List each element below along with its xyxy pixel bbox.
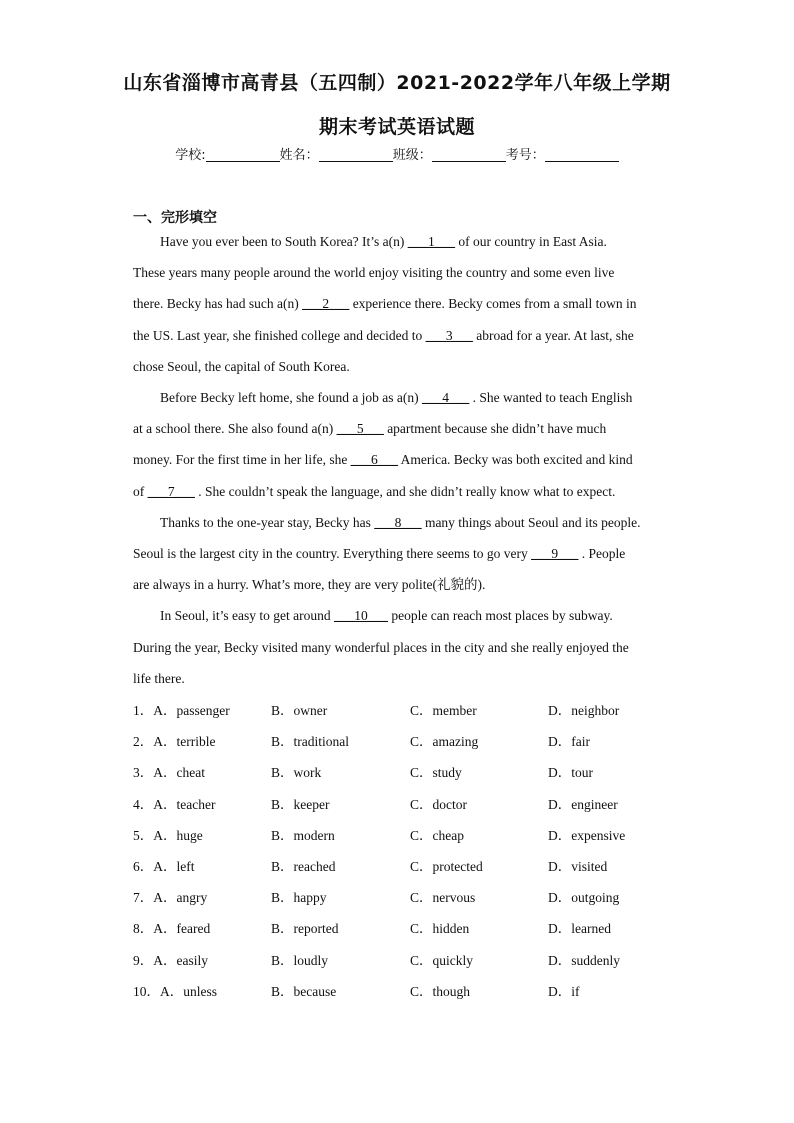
option-choice: C．cheap bbox=[410, 827, 464, 843]
option-choice: C．quickly bbox=[410, 952, 473, 968]
option-choice: B．traditional bbox=[271, 734, 349, 750]
passage-line bbox=[133, 382, 663, 413]
option-choice: 10．A．unless bbox=[133, 983, 217, 999]
passage-text: . She wanted to teach English bbox=[469, 390, 633, 406]
option-choice: D．outgoing bbox=[548, 890, 620, 906]
question-options-row bbox=[133, 882, 663, 913]
passage-line bbox=[133, 444, 663, 475]
option-choice: 8．A．feared bbox=[133, 921, 211, 937]
school-label: 学校: bbox=[175, 148, 206, 163]
option-choice: 4．A．teacher bbox=[133, 796, 216, 812]
question-options-row bbox=[133, 913, 663, 944]
school-blank[interactable] bbox=[206, 147, 280, 162]
passage-line bbox=[133, 663, 663, 694]
option-choice: D．learned bbox=[548, 921, 611, 937]
option-choice: C．doctor bbox=[410, 796, 467, 812]
answer-blank: ___6___ bbox=[350, 452, 398, 468]
question-options-row bbox=[133, 820, 663, 851]
passage-text: life there. bbox=[133, 670, 185, 686]
page-title-line-1: 山东省淄博市高青县（五四制）2021-2022学年八年级上学期 bbox=[123, 72, 671, 94]
passage-text: of our country in East Asia. bbox=[455, 234, 607, 249]
passage-text: Thanks to the one-year stay, Becky has bbox=[160, 514, 375, 530]
option-choice: 6．A．left bbox=[133, 858, 195, 874]
option-choice: D．suddenly bbox=[548, 952, 620, 968]
option-choice: D．engineer bbox=[548, 796, 618, 812]
passage-text: there. Becky has had such a(n) bbox=[133, 296, 303, 312]
passage-text: Seoul is the largest city in the country. Everything there seems to go very bbox=[133, 546, 532, 562]
number-label: 考号： bbox=[505, 148, 545, 163]
passage-text: are always in a hurry. What’s more, they are very polite(礼貌的). bbox=[133, 577, 486, 593]
option-choice: B．modern bbox=[271, 827, 335, 843]
page-title-line-2: 期末考试英语试题 bbox=[318, 116, 475, 138]
passage-text: . People bbox=[578, 546, 626, 562]
option-choice: D．expensive bbox=[548, 827, 626, 843]
option-choice: B．loudly bbox=[271, 952, 329, 968]
passage-text: people can reach most places by subway. bbox=[387, 608, 613, 624]
passage-line bbox=[133, 351, 663, 382]
answer-blank: ___3___ bbox=[425, 327, 473, 343]
option-choice: D．tour bbox=[548, 765, 593, 781]
options-list bbox=[133, 695, 663, 1007]
passage-text: experience there. Becky comes from a small town in bbox=[349, 296, 637, 312]
option-choice: B．happy bbox=[271, 890, 327, 906]
passage-text: During the year, Becky visited many wonderful places in the city and she really enjoyed the bbox=[133, 639, 629, 655]
question-options-row bbox=[133, 976, 663, 1007]
passage-line bbox=[133, 476, 663, 507]
passage-text: abroad for a year. At last, she bbox=[472, 327, 634, 343]
answer-blank: ___4___ bbox=[422, 390, 470, 406]
option-choice: 3．A．cheat bbox=[133, 765, 205, 781]
option-choice: 9．A．easily bbox=[133, 952, 208, 968]
name-blank[interactable] bbox=[319, 147, 393, 162]
passage-line bbox=[133, 569, 663, 600]
option-choice: D．visited bbox=[548, 858, 608, 874]
question-options-row bbox=[133, 945, 663, 976]
question-options-row bbox=[133, 851, 663, 882]
passage-line bbox=[133, 257, 663, 288]
passage-line bbox=[133, 288, 663, 319]
question-options-row bbox=[133, 789, 663, 820]
option-choice: 1．A．passenger bbox=[133, 703, 230, 718]
passage-text: apartment because she didn’t have much bbox=[383, 421, 607, 437]
answer-blank: ___9___ bbox=[531, 546, 579, 562]
answer-blank: ___1___ bbox=[407, 234, 456, 249]
option-choice: 7．A．angry bbox=[133, 890, 208, 906]
class-label: 班级： bbox=[392, 148, 432, 163]
passage-text: In Seoul, it’s easy to get around bbox=[160, 608, 334, 624]
option-choice: 2．A．terrible bbox=[133, 734, 216, 750]
option-choice: C．protected bbox=[410, 858, 483, 874]
question-options-row bbox=[133, 757, 663, 788]
option-choice: C．member bbox=[410, 703, 477, 718]
passage-text: chose Seoul, the capital of South Korea. bbox=[133, 358, 350, 374]
passage-text: at a school there. She also found a(n) bbox=[133, 421, 337, 437]
name-label: 姓名： bbox=[279, 148, 319, 163]
option-choice: B．owner bbox=[271, 703, 328, 718]
question-options-row bbox=[133, 726, 663, 757]
option-choice: C．amazing bbox=[410, 734, 479, 750]
option-choice: 5．A．huge bbox=[133, 827, 203, 843]
option-choice: B．reported bbox=[271, 921, 339, 937]
passage-text: many things about Seoul and its people. bbox=[421, 514, 641, 530]
passage-text: . She couldn’t speak the language, and she didn’t really know what to expect. bbox=[194, 483, 616, 499]
passage-text: money. For the first time in her life, she bbox=[133, 452, 351, 468]
option-choice: B．work bbox=[271, 765, 322, 781]
answer-blank: ___10___ bbox=[333, 608, 388, 624]
passage-line bbox=[133, 320, 663, 351]
question-options-row bbox=[133, 695, 663, 726]
passage-line bbox=[133, 538, 663, 569]
answer-blank: ___5___ bbox=[336, 421, 384, 437]
class-blank[interactable] bbox=[432, 147, 506, 162]
option-choice: D．fair bbox=[548, 734, 590, 750]
passage-text: America. Becky was both excited and kind bbox=[397, 452, 633, 468]
option-choice: B．reached bbox=[271, 858, 336, 874]
passage-text: These years many people around the world enjoy visiting the country and some even live bbox=[133, 265, 615, 281]
passage-line bbox=[133, 507, 663, 538]
number-blank[interactable] bbox=[545, 147, 619, 162]
passage-line bbox=[133, 413, 663, 444]
option-choice: C．study bbox=[410, 765, 462, 781]
passage-text: of bbox=[133, 483, 148, 499]
option-choice: C．hidden bbox=[410, 921, 470, 937]
option-choice: B．because bbox=[271, 983, 337, 999]
student-info-row bbox=[0, 144, 794, 163]
option-choice: C．though bbox=[410, 983, 471, 999]
option-choice: B．keeper bbox=[271, 796, 330, 812]
section-title: 一、完形填空 bbox=[133, 210, 217, 226]
option-choice: D．neighbor bbox=[548, 703, 620, 718]
option-choice: D．if bbox=[548, 983, 580, 999]
passage-text: the US. Last year, she finished college and decided to bbox=[133, 327, 426, 343]
passage-line bbox=[133, 226, 663, 257]
answer-blank: ___2___ bbox=[302, 296, 350, 312]
passage-text: Before Becky left home, she found a job as a(n) bbox=[160, 390, 423, 406]
passage-line bbox=[133, 632, 663, 663]
passage-text: Have you ever been to South Korea? It’s a(n) bbox=[160, 234, 408, 249]
cloze-passage bbox=[133, 226, 663, 694]
passage-line bbox=[133, 600, 663, 631]
option-choice: C．nervous bbox=[410, 890, 476, 906]
answer-blank: ___7___ bbox=[147, 483, 195, 499]
answer-blank: ___8___ bbox=[374, 514, 422, 530]
